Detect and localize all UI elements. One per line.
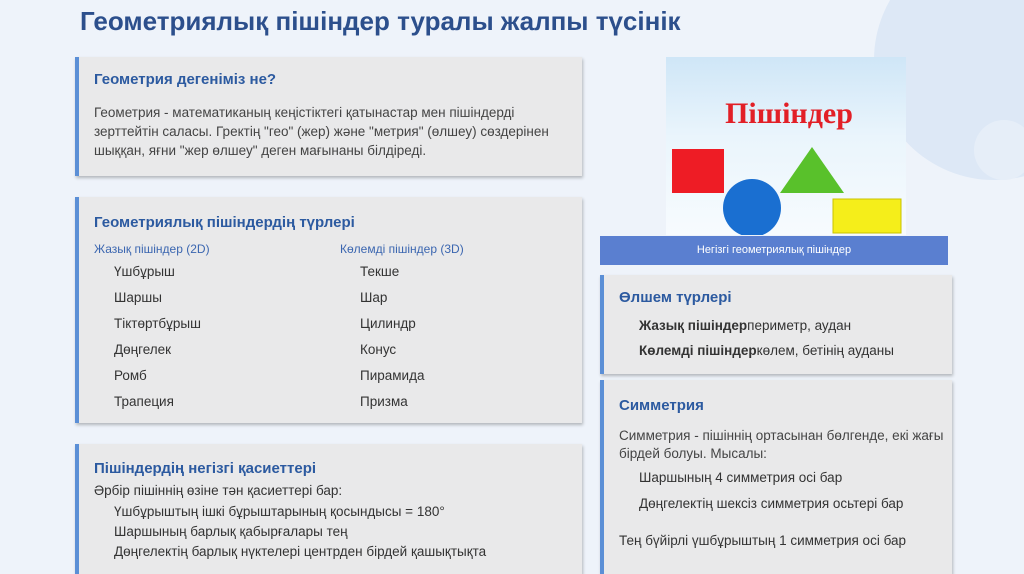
illustration-word: Пішіндер [725,97,853,130]
flat-shape-item: Трапеция [114,394,174,409]
what-is-geometry-card [75,57,582,176]
property-item: Үшбұрыштың ішкі бұрыштарының қосындысы = 180° [114,504,445,519]
page-title: Геометриялық пішіндер туралы жалпы түсінік [80,6,681,36]
solid-shapes-label: Көлемді пішіндер (3D) [340,242,464,256]
solid-shape-item: Конус [360,342,397,357]
card-heading: Геометриялық пішіндердің түрлері [94,214,355,231]
flat-shape-item: Шаршы [114,290,162,305]
solid-shape-item: Шар [360,290,388,305]
blue-circle-icon [723,179,781,235]
measure-item [639,343,894,358]
solid-shape-item: Пирамида [360,368,425,383]
flat-shape-item: Ромб [114,368,147,383]
card-heading: Симметрия [619,397,704,414]
symmetry-text: Симметрия - пішіннің ортасынан бөлгенде, екі жағы бірдей болуы. Мысалы: [619,428,944,461]
properties-card [75,444,582,574]
flat-shape-item: Тіктөртбұрыш [114,316,201,331]
measure-item-name: Көлемді пішіндер [639,343,757,358]
solid-shape-item: Текше [360,264,400,279]
red-square-icon [672,149,724,193]
flat-shape-item: Үшбұрыш [114,264,175,279]
properties-intro: Әрбір пішіннің өзіне тән қасиеттері бар: [94,483,343,498]
card-heading: Геометрия дегеніміз не? [94,71,277,88]
card-heading: Өлшем түрлері [619,289,732,306]
property-item: Шаршының барлық қабырғалары тең [114,524,348,539]
solid-shape-item: Цилиндр [360,316,416,331]
symmetry-item: Дөңгелектің шексіз симметрия осьтері бар [639,496,904,511]
measure-item [639,318,851,333]
shape-types-card [75,197,582,423]
flat-shape-item: Дөңгелек [114,342,172,357]
flat-shapes-label: Жазық пішіндер (2D) [94,242,210,256]
measure-item-value: көлем, бетінің ауданы [756,343,894,358]
image-caption: Негізгі геометриялық пішіндер [600,236,948,265]
symmetry-footer: Тең бүйірлі үшбұрыштың 1 симметрия осі бар [619,533,907,548]
solid-shape-item: Призма [360,394,408,409]
measure-item-value: периметр, аудан [747,318,852,333]
symmetry-card [600,380,952,574]
symmetry-item: Шаршының 4 симметрия осі бар [639,470,843,485]
property-item: Дөңгелектің барлық нүктелері центрден бірдей қашықтықта [114,544,487,559]
measure-item-name: Жазық пішіндер [639,318,748,333]
green-triangle-icon [780,147,844,193]
shapes-illustration [666,57,906,235]
yellow-rectangle-icon [833,199,901,233]
measurement-card [600,275,952,374]
card-heading: Пішіндердің негізгі қасиеттері [94,460,317,477]
card-text: Геометрия - математиканың кеңістіктегі қатынастар мен пішіндерді зерттейтін саласы. Гректің "гео" (жер) және "метрия" (өлшеу) сөздерінен шыққан, яғни "жер өлшеу" деген мағынаны білдіреді. [94,105,549,158]
